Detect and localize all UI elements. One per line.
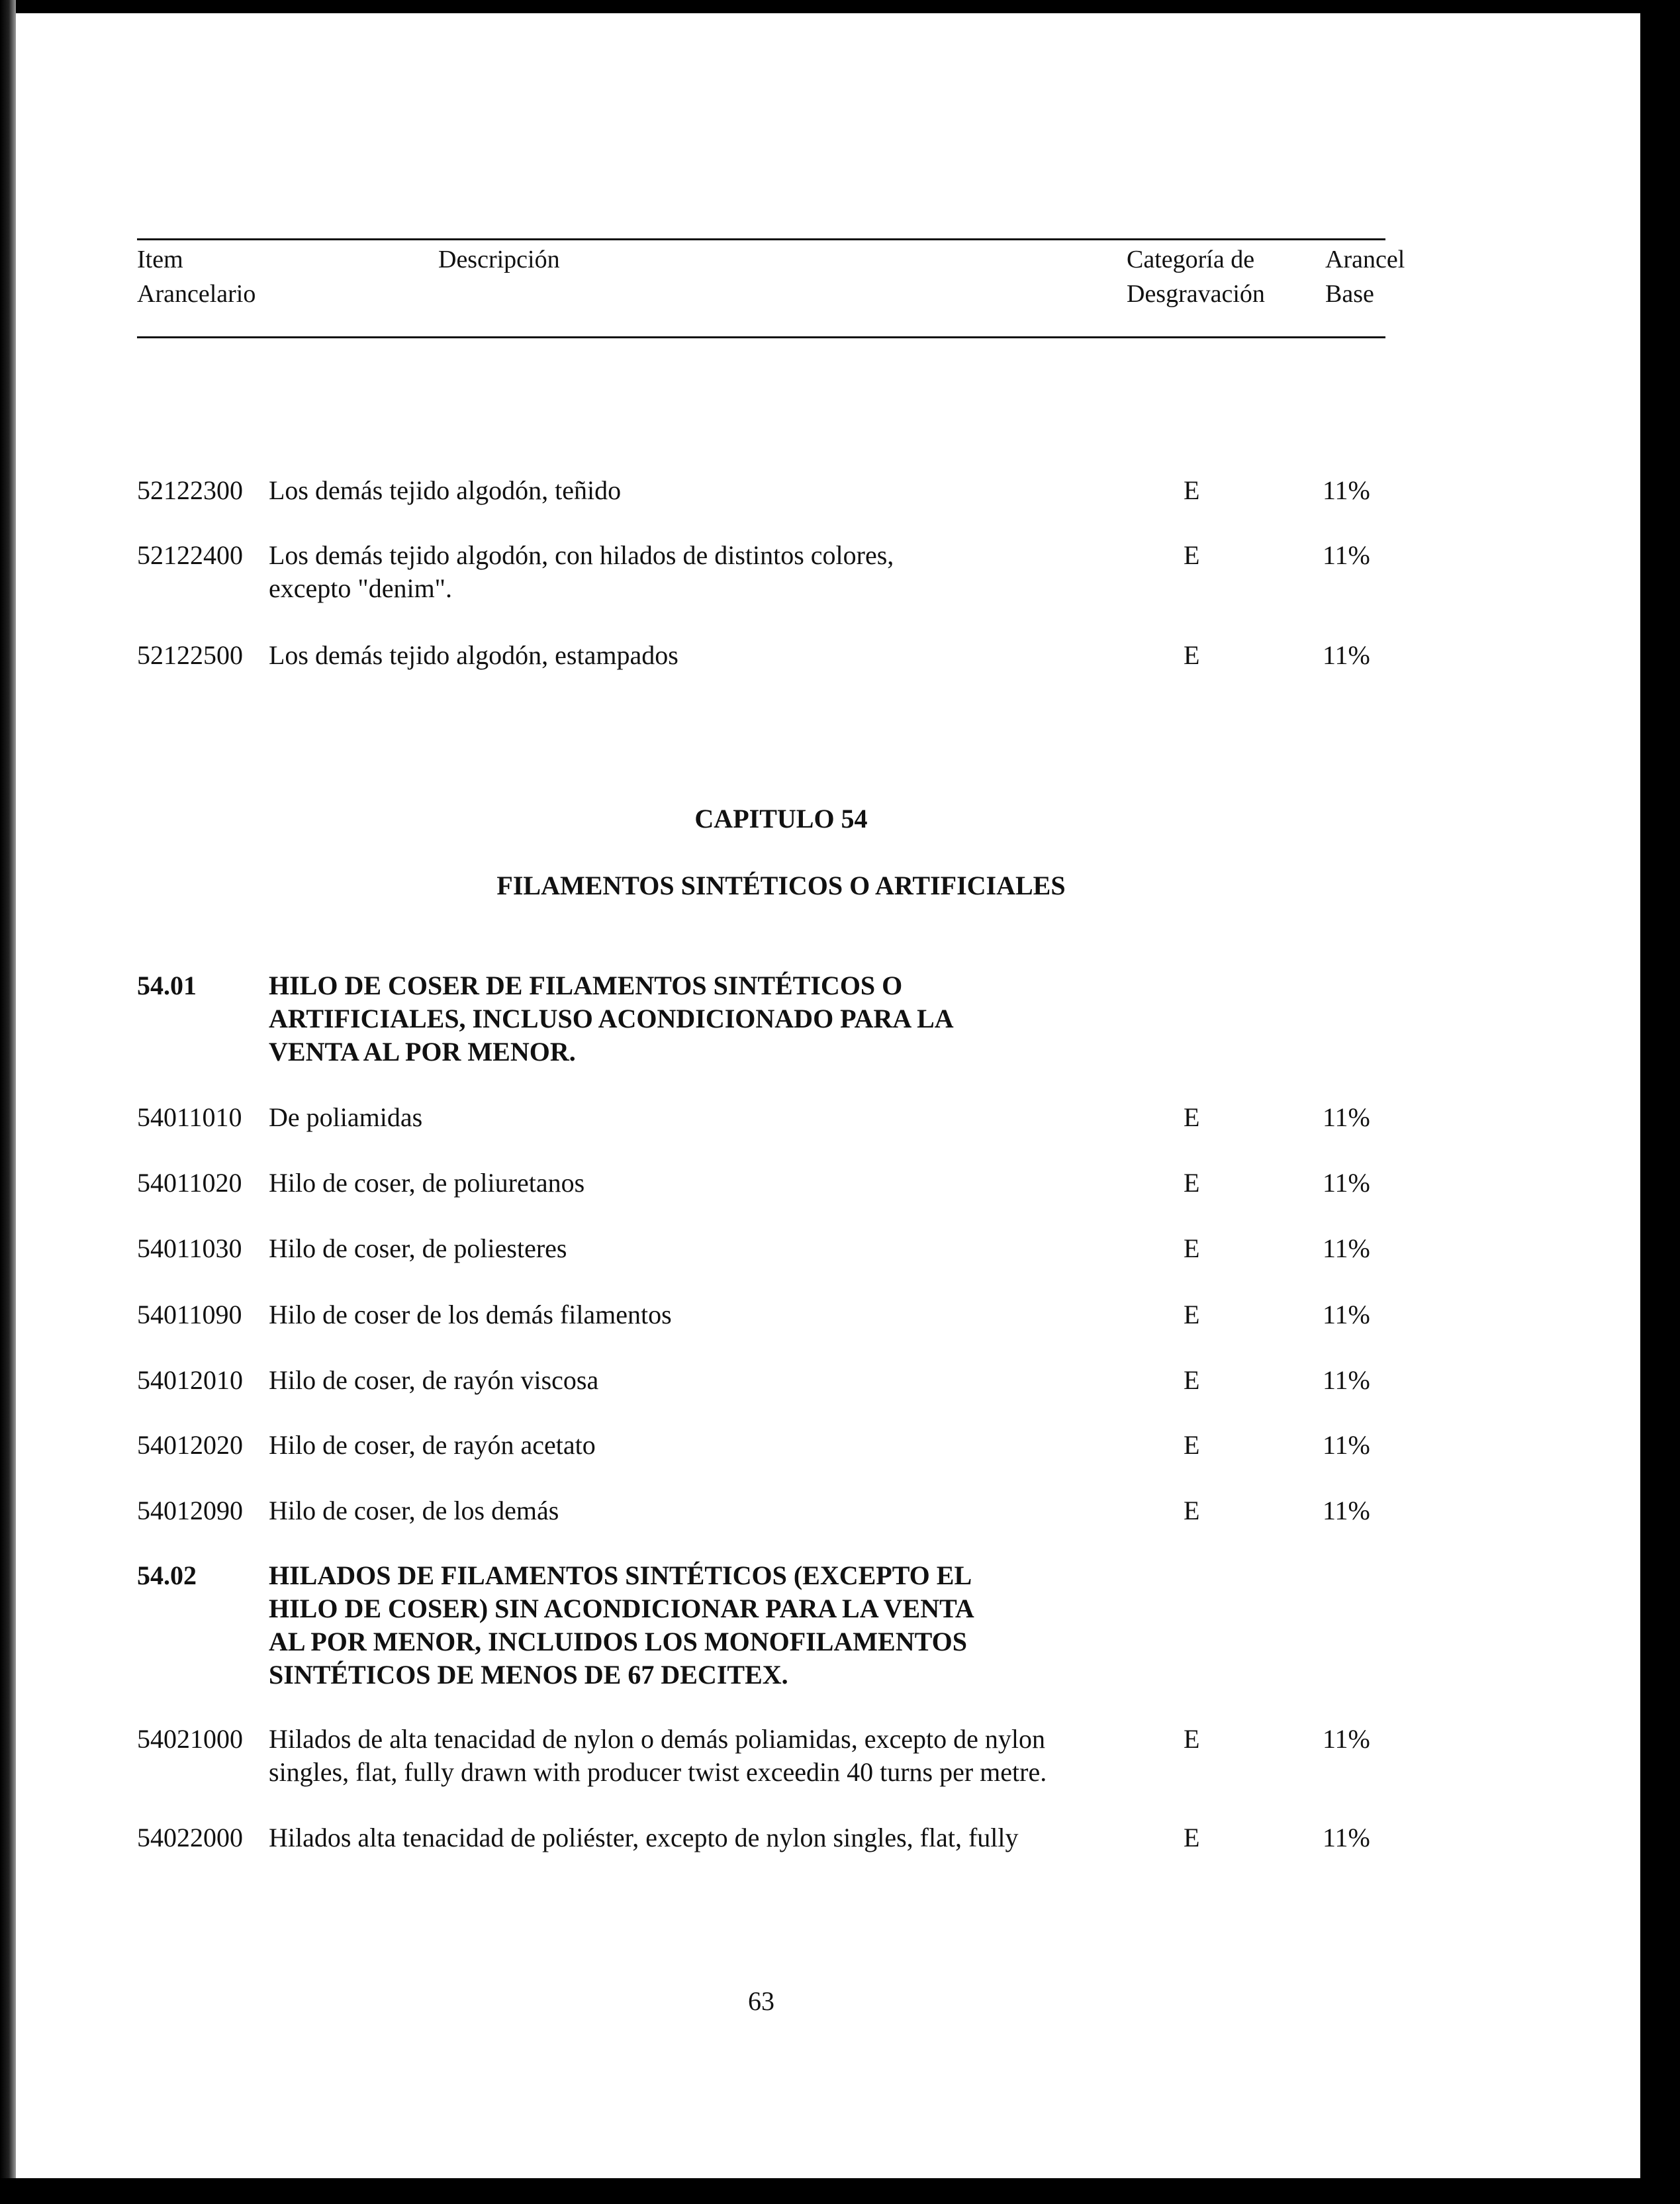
item-description: Los demás tejido algodón, estampados	[269, 640, 678, 670]
item-tariff: 11%	[1323, 1168, 1370, 1198]
item-description: Hilo de coser, de rayón acetato	[269, 1430, 596, 1460]
header-top-rule	[137, 238, 1385, 240]
item-category: E	[1184, 640, 1200, 670]
item-tariff: 11%	[1323, 1823, 1370, 1852]
item-code: 54022000	[137, 1823, 243, 1852]
item-tariff: 11%	[1323, 1233, 1370, 1263]
item-category: E	[1184, 1823, 1200, 1852]
item-description: Los demás tejido algodón, teñido	[269, 475, 622, 505]
item-description-line1: Los demás tejido algodón, con hilados de distintos colores,	[269, 540, 894, 570]
item-description: Hilados alta tenacidad de poliéster, excepto de nylon singles, flat, fully	[269, 1823, 1019, 1852]
chapter-title: CAPITULO 54	[694, 804, 868, 834]
chapter-subtitle: FILAMENTOS SINTÉTICOS O ARTIFICIALES	[496, 871, 1066, 900]
item-category: E	[1184, 1430, 1200, 1460]
header-description: Descripción	[438, 246, 560, 273]
item-category: E	[1184, 540, 1200, 570]
header-tariff-line1: Arancel	[1325, 246, 1405, 273]
heading-line: AL POR MENOR, INCLUIDOS LOS MONOFILAMENTOS	[269, 1627, 967, 1656]
item-tariff: 11%	[1323, 1496, 1370, 1525]
item-tariff: 11%	[1323, 1102, 1370, 1132]
heading-line: SINTÉTICOS DE MENOS DE 67 DECITEX.	[269, 1660, 788, 1690]
header-category-line2: Desgravación	[1127, 280, 1265, 308]
heading-line: HILO DE COSER) SIN ACONDICIONAR PARA LA VENTA	[269, 1594, 974, 1623]
item-code: 54012090	[137, 1496, 243, 1525]
item-description: Hilo de coser de los demás filamentos	[269, 1300, 672, 1329]
header-item-line2: Arancelario	[137, 280, 256, 308]
item-category: E	[1184, 475, 1200, 505]
item-tariff: 11%	[1323, 1430, 1370, 1460]
item-description-line1: Hilados de alta tenacidad de nylon o demás poliamidas, excepto de nylon	[269, 1724, 1045, 1754]
item-code: 54011090	[137, 1300, 242, 1329]
header-bottom-rule	[137, 336, 1385, 338]
item-description: Hilo de coser, de poliesteres	[269, 1233, 567, 1263]
item-tariff: 11%	[1323, 475, 1370, 505]
item-code: 54012020	[137, 1430, 243, 1460]
item-tariff: 11%	[1323, 1300, 1370, 1329]
item-category: E	[1184, 1496, 1200, 1525]
item-category: E	[1184, 1233, 1200, 1263]
item-category: E	[1184, 1300, 1200, 1329]
item-code: 52122500	[137, 640, 243, 670]
item-category: E	[1184, 1724, 1200, 1754]
heading-line: HILADOS DE FILAMENTOS SINTÉTICOS (EXCEPTO EL	[269, 1560, 972, 1590]
item-code: 54011010	[137, 1102, 242, 1132]
heading-line: VENTA AL POR MENOR.	[269, 1037, 576, 1067]
item-tariff: 11%	[1323, 1365, 1370, 1395]
item-description-line2: singles, flat, fully drawn with producer twist exceedin 40 turns per metre.	[269, 1757, 1047, 1787]
heading-code: 54.01	[137, 971, 197, 1000]
item-code: 52122300	[137, 475, 243, 505]
item-category: E	[1184, 1365, 1200, 1395]
item-code: 54012010	[137, 1365, 243, 1395]
item-code: 52122400	[137, 540, 243, 570]
item-code: 54011030	[137, 1233, 242, 1263]
item-description: Hilo de coser, de los demás	[269, 1496, 559, 1525]
heading-line: ARTIFICIALES, INCLUSO ACONDICIONADO PARA LA	[269, 1004, 954, 1033]
heading-code: 54.02	[137, 1560, 197, 1590]
item-description: Hilo de coser, de poliuretanos	[269, 1168, 585, 1198]
item-tariff: 11%	[1323, 640, 1370, 670]
item-description: De poliamidas	[269, 1102, 423, 1132]
item-code: 54011020	[137, 1168, 242, 1198]
header-category-line1: Categoría de	[1127, 246, 1255, 273]
header-tariff-line2: Base	[1325, 280, 1374, 308]
item-tariff: 11%	[1323, 540, 1370, 570]
item-code: 54021000	[137, 1724, 243, 1754]
item-category: E	[1184, 1168, 1200, 1198]
item-category: E	[1184, 1102, 1200, 1132]
heading-line: HILO DE COSER DE FILAMENTOS SINTÉTICOS O	[269, 971, 903, 1000]
header-item-line1: Item	[137, 246, 183, 273]
item-description: Hilo de coser, de rayón viscosa	[269, 1365, 599, 1395]
item-tariff: 11%	[1323, 1724, 1370, 1754]
page-number: 63	[748, 1986, 774, 2016]
item-description-line2: excepto "denim".	[269, 573, 453, 603]
